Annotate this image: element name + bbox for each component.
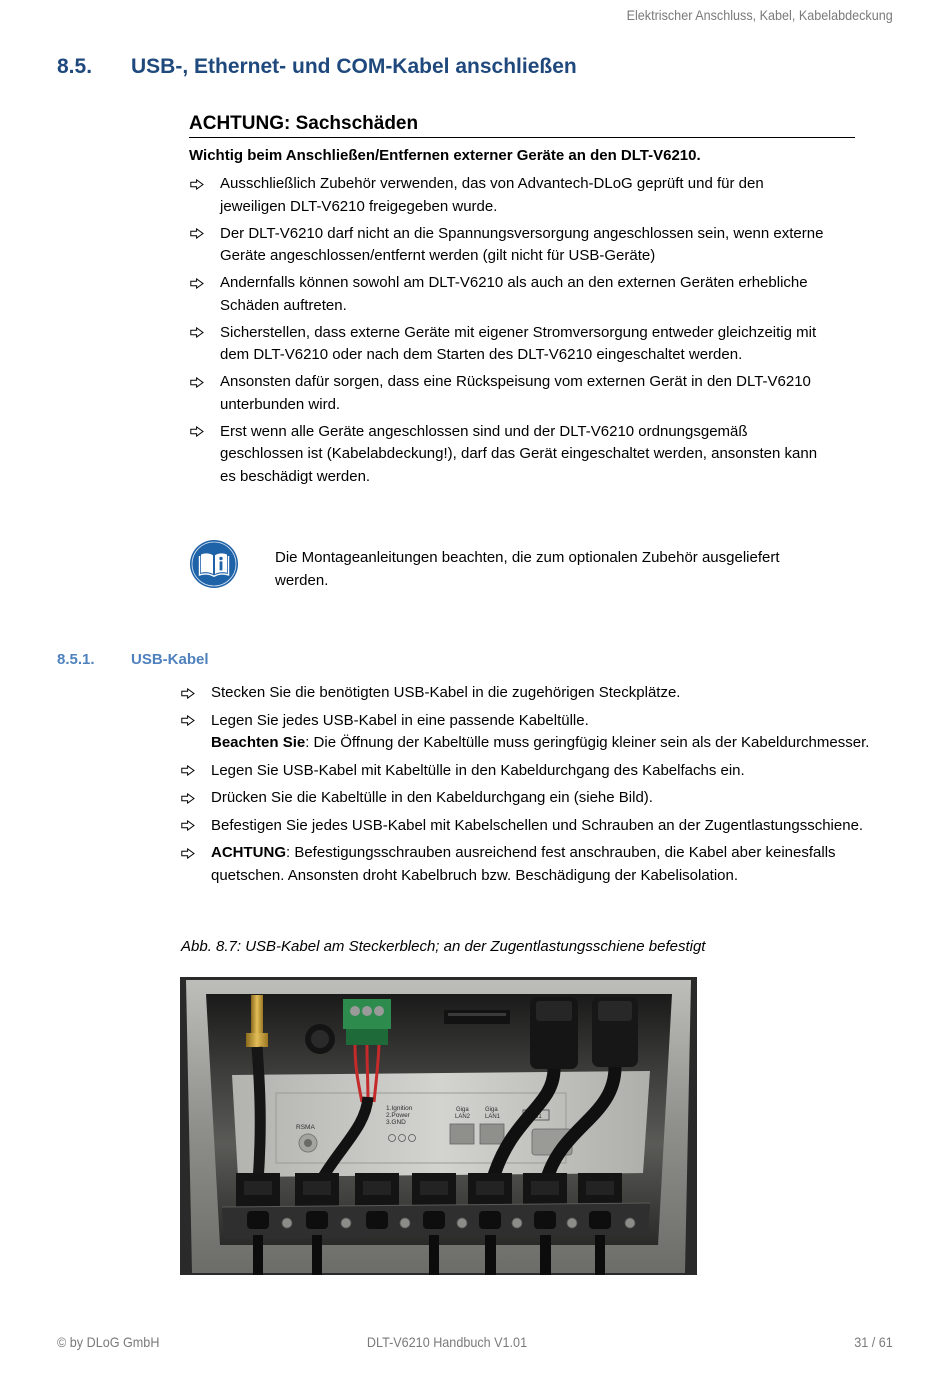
warning-title: ACHTUNG: Sachschäden: [189, 113, 419, 134]
step-text: Legen Sie jedes USB-Kabel in eine passende Kabeltülle.: [211, 711, 589, 729]
step-text: Stecken Sie die benötigten USB-Kabel in die zugehörigen Steckplätze.: [211, 684, 681, 701]
arrow-bullet-icon: [181, 815, 211, 838]
step-item: [181, 760, 869, 783]
photo-label: Giga: [456, 1107, 469, 1113]
warning-item-text: Der DLT-V6210 darf nicht an die Spannungsversorgung angeschlossen sein, wenn externe Geräte angeschlossen/entfernt werden (gilt nicht für USB-Geräte): [220, 224, 824, 264]
arrow-bullet-icon: [181, 682, 211, 705]
arrow-bullet-icon: [190, 322, 220, 345]
arrow-bullet-icon: [190, 421, 220, 444]
footer-document-title: [247, 1333, 647, 1351]
warning-item-text: Erst wenn alle Geräte angeschlossen sind und der DLT-V6210 ordnungsgemäß geschlossen ist (Kabelabdeckung!), darf das Gerät eingeschaltet werden, ansonsten kann es beschädigt werden.: [220, 422, 818, 485]
warning-item: [190, 322, 823, 367]
section-heading: [57, 54, 577, 80]
step-item: [181, 815, 869, 838]
arrow-bullet-icon: [181, 760, 211, 783]
step-item: [181, 787, 869, 810]
subsection-heading: [57, 649, 209, 671]
step-note-label: Beachten Sie: [211, 734, 306, 751]
figure-photo: [180, 977, 697, 1275]
warning-divider: [189, 137, 855, 138]
warning-list: [190, 173, 823, 488]
warning-item: [190, 223, 823, 268]
photo-label: LAN2: [455, 1114, 471, 1120]
info-note-text: Die Montageanleitungen beachten, die zum optionalen Zubehör ausgeliefert werden.: [275, 549, 780, 589]
warning-lead: Wichtig beim Anschließen/Entfernen externer Geräte an den DLT-V6210.: [189, 147, 701, 164]
warning-item: [190, 173, 823, 218]
step-body: [211, 710, 869, 755]
arrow-bullet-icon: [181, 787, 211, 810]
footer-copyright: © by DLoG GmbH: [57, 1334, 160, 1350]
arrow-bullet-icon: [190, 272, 220, 295]
footer-document-title-text: DLT-V6210 Handbuch V1.01: [366, 1334, 528, 1350]
arrow-bullet-icon: [190, 173, 220, 196]
photo-label: 2.Power: [386, 1112, 410, 1119]
warning-item: [190, 272, 823, 317]
step-list: [181, 682, 869, 887]
step-note: [211, 732, 869, 755]
section-title: USB-, Ethernet- und COM-Kabel anschließen: [131, 55, 577, 78]
step-text: Befestigen Sie jedes USB-Kabel mit Kabelschellen und Schrauben an der Zugentlastungsschiene.: [211, 816, 864, 834]
photo-label: RSMA: [296, 1124, 315, 1131]
warning-item-text: Ausschließlich Zubehör verwenden, das von Advantech-DLoG geprüft und für den jeweiligen DLT-V6210 freigegeben wurde.: [220, 175, 764, 215]
step-body: [211, 842, 836, 887]
step-item: [181, 842, 869, 887]
photo-label: Giga: [485, 1107, 498, 1113]
figure-caption: Abb. 8.7: USB-Kabel am Steckerblech; an der Zugentlastungsschiene befestigt: [181, 938, 706, 955]
step-text: : Befestigungsschrauben ausreichend fest anschrauben, die Kabel aber keinesfalls quetschen. Ansonsten droht Kabelbruch bzw. Beschädigung der Kabelisolation.: [211, 844, 836, 884]
arrow-bullet-icon: [190, 371, 220, 394]
photo-label: USB1: [526, 1114, 542, 1120]
arrow-bullet-icon: [181, 710, 211, 733]
step-text: Drücken Sie die Kabeltülle in den Kabeldurchgang ein (siehe Bild).: [211, 789, 653, 806]
running-header: Elektrischer Anschluss, Kabel, Kabelabdeckung: [626, 7, 893, 23]
step-note-text: : Die Öffnung der Kabeltülle muss geringfügig kleiner sein als der Kabeldurchmesser.: [305, 734, 870, 751]
section-number: 8.5.: [57, 55, 93, 78]
warning-item: [190, 371, 823, 416]
warning-item-text: Andernfalls können sowohl am DLT-V6210 als auch an den externen Geräten erhebliche Schäden auftreten.: [220, 274, 808, 314]
step-warning-label: ACHTUNG: [211, 844, 286, 861]
arrow-bullet-icon: [190, 223, 220, 246]
step-item: [181, 710, 869, 755]
step-item: [181, 682, 869, 705]
subsection-number: 8.5.1.: [57, 651, 95, 668]
subsection-title: USB-Kabel: [131, 651, 209, 668]
photo-label: 1.Ignition: [386, 1105, 413, 1112]
step-text: Legen Sie USB-Kabel mit Kabeltülle in den Kabeldurchgang des Kabelfachs ein.: [211, 761, 745, 779]
warning-item: [190, 421, 823, 489]
footer-page-number: 31 / 61: [854, 1334, 893, 1350]
arrow-bullet-icon: [181, 842, 211, 865]
photo-label: LAN1: [485, 1114, 501, 1120]
warning-item-text: Ansonsten dafür sorgen, dass eine Rückspeisung vom externen Gerät in den DLT-V6210 unterbunden wird.: [220, 373, 811, 413]
warning-item-text: Sicherstellen, dass externe Geräte mit eigener Stromversorgung entweder gleichzeitig mit dem DLT-V6210 oder nach dem Starten des DLT-V6210 eingeschaltet werden.: [220, 323, 817, 363]
read-manual-icon: [189, 539, 239, 589]
photo-label: 3.GND: [386, 1119, 406, 1126]
